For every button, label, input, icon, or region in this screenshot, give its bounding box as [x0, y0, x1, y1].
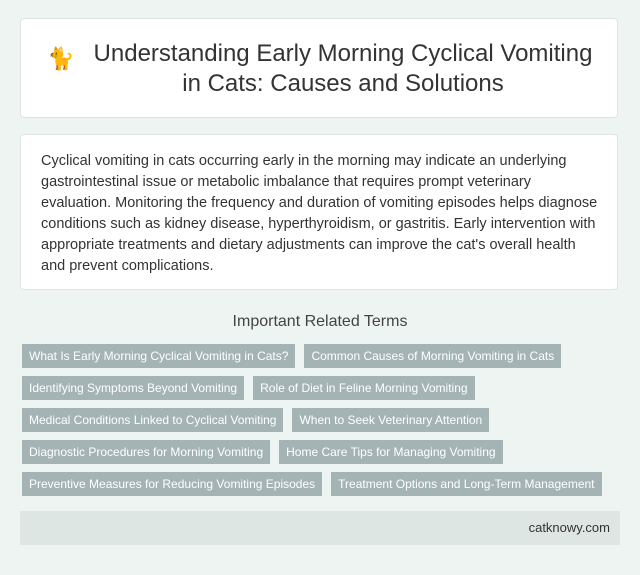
related-term-tag[interactable]: What Is Early Morning Cyclical Vomiting in Cats?	[22, 344, 295, 368]
related-term-tag[interactable]: Identifying Symptoms Beyond Vomiting	[22, 376, 244, 400]
related-term-tag[interactable]: When to Seek Veterinary Attention	[292, 408, 489, 432]
cat-face-icon: 🐈	[47, 46, 75, 71]
summary-text: Cyclical vomiting in cats occurring early in the morning may indicate an underlying gastrointestinal issue or metabolic imbalance that requires prompt veterinary evaluation. Monitoring the frequency and duration of vomiting episodes helps diagnose conditions such as kidney disease, hyperthyroidism, or gastritis. Early intervention with appropriate treatments and dietary adjustments can improve the cat's overall health and prevent complications.	[41, 153, 598, 274]
related-term-tag[interactable]: Medical Conditions Linked to Cyclical Vomiting	[22, 408, 283, 432]
footer	[20, 511, 620, 545]
related-term-tag[interactable]: Diagnostic Procedures for Morning Vomiting	[22, 440, 270, 464]
title-card	[20, 18, 618, 118]
related-terms-heading: Important Related Terms	[232, 313, 408, 330]
related-term-tag[interactable]: Home Care Tips for Managing Vomiting	[279, 440, 502, 464]
summary-card	[20, 134, 618, 290]
page-title: Understanding Early Morning Cyclical Vomiting in Cats: Causes and Solutions	[93, 40, 593, 97]
site-name[interactable]: catknowy.com	[528, 520, 610, 535]
related-terms-list	[22, 344, 622, 496]
related-term-tag[interactable]: Common Causes of Morning Vomiting in Cats	[304, 344, 561, 368]
related-term-tag[interactable]: Preventive Measures for Reducing Vomiting Episodes	[22, 472, 322, 496]
related-term-tag[interactable]: Treatment Options and Long-Term Management	[331, 472, 601, 496]
related-term-tag[interactable]: Role of Diet in Feline Morning Vomiting	[253, 376, 474, 400]
